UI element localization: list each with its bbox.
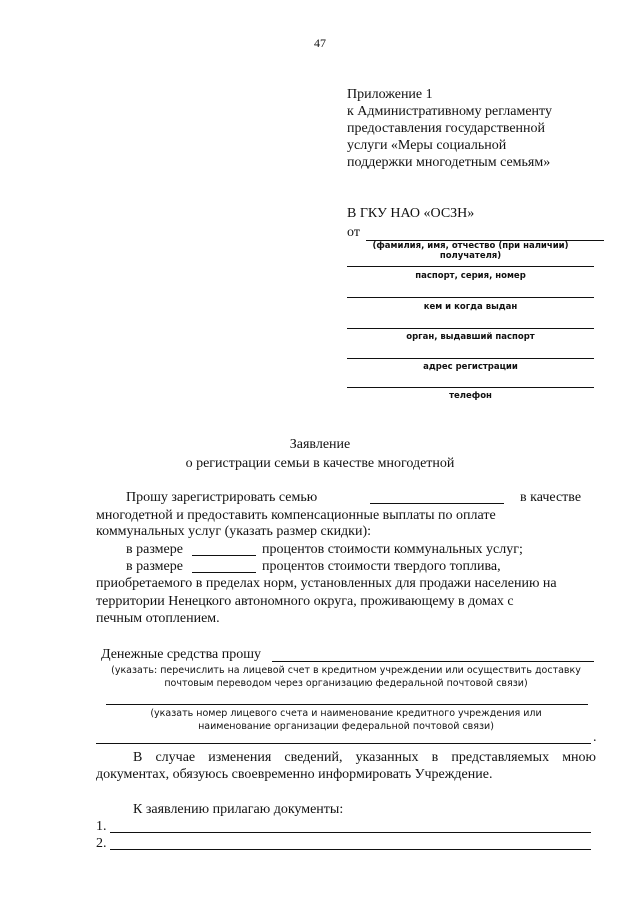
size1-label: в размере [126,542,183,557]
authority-field[interactable] [347,328,594,329]
fuel-line-3: территории Ненецкого автономного округа, проживающему в домах с [96,594,514,609]
field-caption-passport: паспорт, серия, номер [415,271,526,281]
request-text-a: Прошу зарегистрировать семью [126,490,318,505]
request-line-3: коммунальных услуг (указать размер скидки): [96,524,372,539]
account-field[interactable] [106,704,588,705]
request-text-b: в качестве [520,490,582,505]
attachments-label: К заявлению прилагаю документы: [133,802,344,817]
notice-line-1: В случае изменения сведений, указанных в представляемых мною [133,750,596,765]
account-continuation-field[interactable] [96,743,591,744]
discount-utilities-field[interactable] [192,543,256,556]
account-caption-1: (указать номер лицевого счета и наименование кредитного учреждения или [150,708,542,719]
money-caption-2: почтовым переводом через организацию федеральной почтовой связи) [164,678,528,689]
appendix-title: Приложение 1 [347,87,433,102]
appendix-line: услуги «Меры социальной [347,138,507,153]
size1-text: процентов стоимости коммунальных услуг; [262,542,523,557]
appendix-line: поддержки многодетным семьям» [347,155,551,170]
money-label: Денежные средства прошу [101,647,262,662]
field-caption-phone: телефон [449,391,492,401]
phone-field[interactable] [347,387,594,388]
address-field[interactable] [347,358,594,359]
from-name-field[interactable] [366,227,604,241]
field-caption-issued: кем и когда выдан [423,302,518,312]
account-caption-2: наименование организации федеральной почтовой связи) [198,721,494,732]
field-caption-fullname: (фамилия, имя, отчество (при наличии) получателя) [372,241,569,261]
appendix-line: предоставления государственной [347,121,546,136]
size2-text: процентов стоимости твердого топлива, [262,559,501,574]
request-line-2: многодетной и предоставить компенсационные выплаты по оплате [96,508,496,523]
from-label: от [347,225,360,240]
fuel-line-4: печным отоплением. [96,611,220,626]
attachment-field-2[interactable] [110,849,591,850]
page-number: 47 [314,36,326,50]
field-caption-address: адрес регистрации [423,362,518,372]
statement-subtitle: о регистрации семьи в качестве многодетной [185,456,455,471]
statement-title: Заявление [289,437,351,452]
issued-by-field[interactable] [347,297,594,298]
attachment-field-1[interactable] [110,832,591,833]
money-method-field[interactable] [272,661,594,662]
passport-field[interactable] [347,266,594,267]
appendix-header [347,86,637,171]
discount-fuel-field[interactable] [192,560,256,573]
attachment-number-2: 2. [96,836,107,851]
addressee: В ГКУ НАО «ОСЗН» [347,206,475,221]
from-row [347,225,604,241]
money-caption-1: (указать: перечислить на лицевой счет в кредитном учреждении или осуществить доставку [111,665,581,676]
size2-label: в размере [126,559,183,574]
field-caption-authority: орган, выдавший паспорт [406,332,535,342]
notice-line-2: документах, обязуюсь своевременно информировать Учреждение. [96,767,493,782]
appendix-line: к Административному регламенту [347,104,552,119]
attachment-number-1: 1. [96,819,107,834]
family-field[interactable] [370,491,504,504]
fuel-line-2: приобретаемого в пределах норм, установленных для продажи населению на [96,576,557,591]
line-end-dot: . [593,730,597,745]
